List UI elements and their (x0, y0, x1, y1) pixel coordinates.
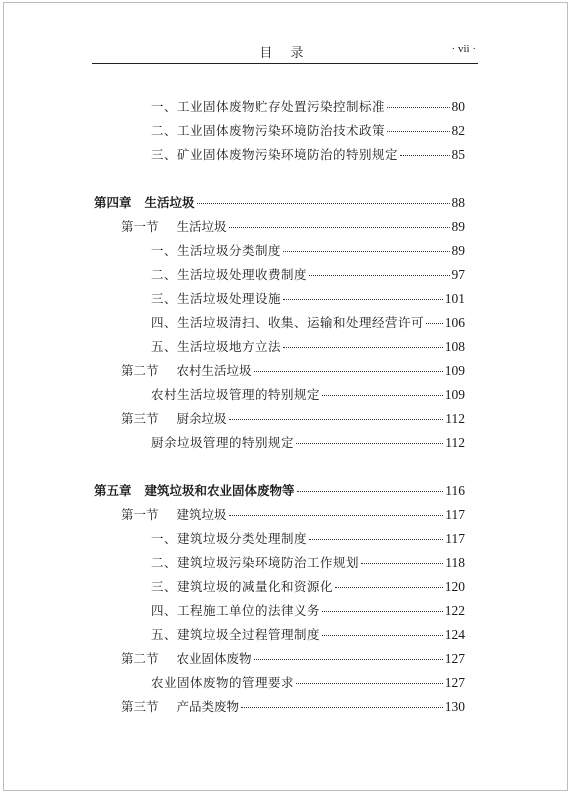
toc-label: 农村生活垃圾 (176, 363, 252, 378)
dot-leader (309, 275, 449, 276)
toc-label: 二、生活垃圾处理收费制度 (151, 267, 308, 282)
toc-section-row (121, 651, 465, 667)
toc-label: 生活垃圾 (176, 219, 227, 234)
dot-leader (297, 491, 444, 492)
table-of-contents (4, 3, 567, 790)
dot-leader (426, 323, 443, 324)
toc-page-number: 109 (444, 387, 465, 402)
dot-leader (229, 515, 444, 516)
toc-number: 第一节 (121, 219, 159, 234)
toc-label: 三、矿业固体废物污染环境防治的特别规定 (151, 147, 399, 162)
toc-label: 四、工程施工单位的法律义务 (151, 603, 321, 618)
toc-label: 五、生活垃圾地方立法 (151, 339, 282, 354)
dot-leader (322, 611, 443, 612)
toc-item-row (151, 147, 465, 163)
toc-item-row (151, 123, 465, 139)
toc-item-row (151, 291, 465, 307)
toc-item-row (151, 675, 465, 691)
toc-page-number: 120 (444, 579, 465, 594)
document-page (3, 2, 568, 791)
toc-page-number: 130 (444, 699, 465, 714)
toc-section-row (121, 363, 465, 379)
toc-item-row (151, 531, 465, 547)
toc-label: 农业固体废物的管理要求 (151, 675, 295, 690)
toc-label: 产品类废物 (176, 699, 240, 714)
dot-leader (283, 347, 443, 348)
toc-label: 生活垃圾 (144, 195, 195, 210)
dot-leader (241, 707, 443, 708)
toc-number: 第二节 (121, 363, 159, 378)
toc-item-row (151, 243, 465, 259)
toc-page-number: 97 (451, 267, 465, 282)
dot-leader (335, 587, 443, 588)
toc-page-number: 117 (445, 531, 465, 546)
dot-leader (400, 155, 449, 156)
toc-label: 一、建筑垃圾分类处理制度 (151, 531, 308, 546)
toc-item-row (151, 435, 465, 451)
toc-page-number: 112 (445, 411, 465, 426)
dot-leader (309, 539, 443, 540)
toc-label: 厨余垃圾 (176, 411, 227, 426)
toc-page-number: 101 (444, 291, 465, 306)
toc-item-row (151, 267, 465, 283)
toc-chapter-row (94, 483, 465, 499)
toc-item-row (151, 339, 465, 355)
toc-number: 第五章 (94, 483, 132, 498)
dot-leader (296, 443, 443, 444)
toc-section-row (121, 411, 465, 427)
toc-page-number: 80 (451, 99, 465, 114)
dot-leader (322, 395, 443, 396)
toc-page-number: 122 (444, 603, 465, 618)
dot-leader (254, 659, 443, 660)
dot-leader (361, 563, 443, 564)
toc-item-row (151, 555, 465, 571)
toc-page-number: 117 (445, 507, 465, 522)
toc-label: 建筑垃圾和农业固体废物等 (144, 483, 295, 498)
toc-label: 二、建筑垃圾污染环境防治工作规划 (151, 555, 360, 570)
toc-section-row (121, 507, 465, 523)
dot-leader (387, 107, 449, 108)
dot-leader (229, 227, 450, 228)
toc-label: 四、生活垃圾清扫、收集、运输和处理经营许可 (151, 315, 425, 330)
header-page-number: · vii · (451, 43, 476, 55)
toc-page-number: 112 (445, 435, 465, 450)
dot-leader (254, 371, 443, 372)
toc-page-number: 124 (444, 627, 465, 642)
toc-page-number: 108 (444, 339, 465, 354)
toc-label: 三、建筑垃圾的减量化和资源化 (151, 579, 334, 594)
toc-page-number: 106 (444, 315, 465, 330)
dot-leader (229, 419, 444, 420)
toc-page-number: 89 (451, 219, 465, 234)
toc-page-number: 82 (451, 123, 465, 138)
toc-page-number: 127 (444, 675, 465, 690)
dot-leader (283, 299, 443, 300)
dot-leader (283, 251, 449, 252)
toc-label: 一、生活垃圾分类制度 (151, 243, 282, 258)
toc-label: 三、生活垃圾处理设施 (151, 291, 282, 306)
toc-label: 二、工业固体废物污染环境防治技术政策 (151, 123, 386, 138)
toc-label: 建筑垃圾 (176, 507, 227, 522)
toc-label: 厨余垃圾管理的特别规定 (151, 435, 295, 450)
toc-item-row (151, 387, 465, 403)
toc-section-row (121, 699, 465, 715)
toc-page-number: 116 (445, 483, 465, 498)
toc-label: 农村生活垃圾管理的特别规定 (151, 387, 321, 402)
toc-item-row (151, 99, 465, 115)
toc-number: 第二节 (121, 651, 159, 666)
toc-section-row (121, 219, 465, 235)
dot-leader (387, 131, 449, 132)
dot-leader (296, 683, 443, 684)
dot-leader (197, 203, 450, 204)
toc-number: 第三节 (121, 411, 159, 426)
toc-number: 第四章 (94, 195, 132, 210)
toc-number: 第三节 (121, 699, 159, 714)
toc-item-row (151, 603, 465, 619)
toc-page-number: 127 (444, 651, 465, 666)
toc-page-number: 109 (444, 363, 465, 378)
toc-page-number: 88 (451, 195, 465, 210)
toc-chapter-row (94, 195, 465, 211)
toc-page-number: 118 (445, 555, 465, 570)
toc-number: 第一节 (121, 507, 159, 522)
header-title: 目 录 (259, 46, 311, 61)
dot-leader (322, 635, 443, 636)
toc-item-row (151, 579, 465, 595)
toc-page-number: 85 (451, 147, 465, 162)
toc-item-row (151, 315, 465, 331)
toc-label: 一、工业固体废物贮存处置污染控制标准 (151, 99, 386, 114)
toc-page-number: 89 (451, 243, 465, 258)
toc-label: 五、建筑垃圾全过程管理制度 (151, 627, 321, 642)
toc-item-row (151, 627, 465, 643)
toc-label: 农业固体废物 (176, 651, 252, 666)
